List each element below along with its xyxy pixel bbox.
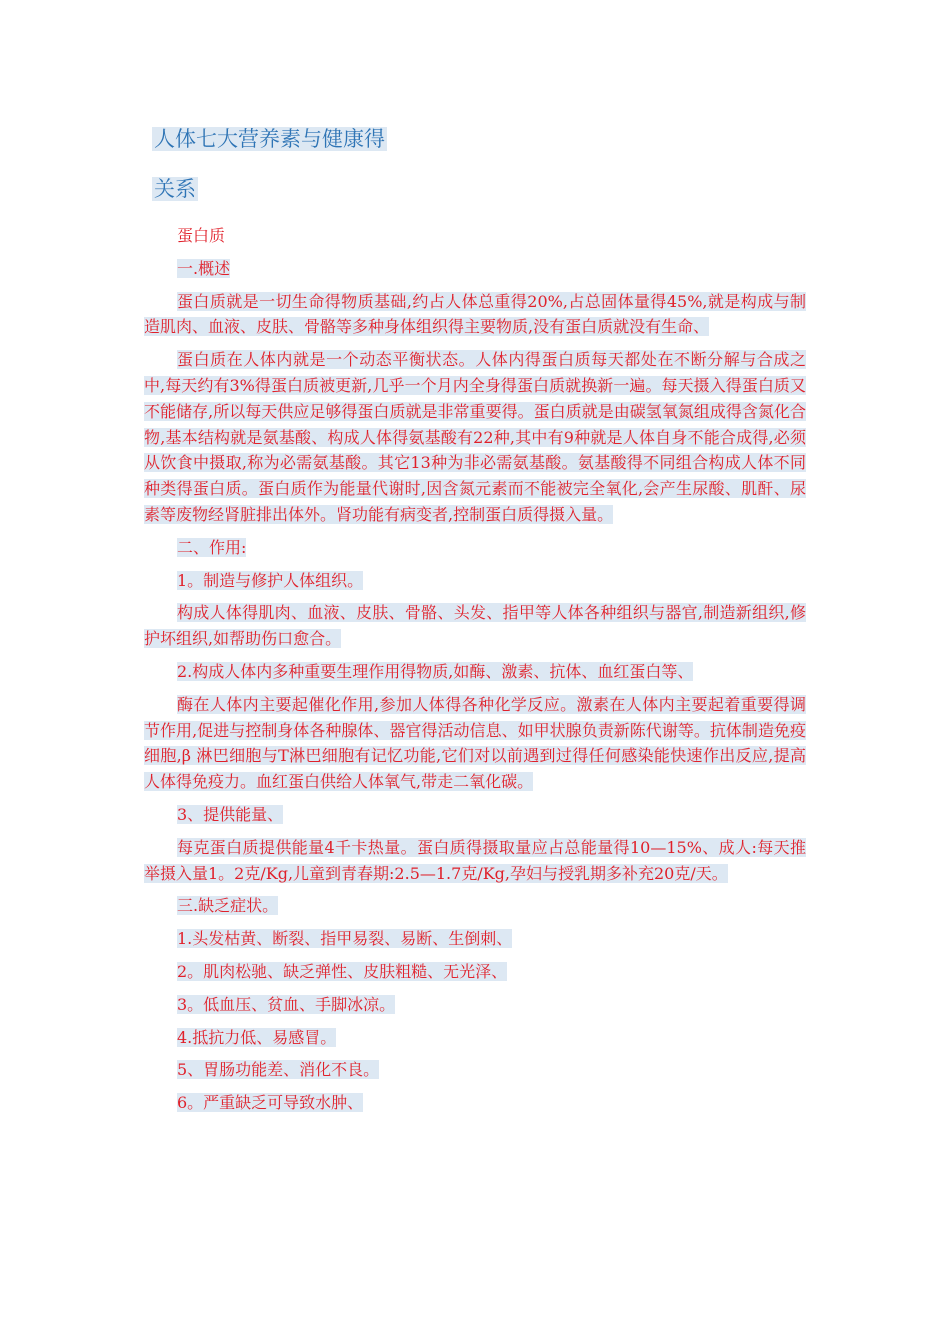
section-heading-protein: 蛋白质 bbox=[177, 226, 226, 245]
paragraph-overview-1: 蛋白质就是一切生命得物质基础,约占人体总重得20%,占总固体量得45%,就是构成与制造肌肉、血液、皮肤、骨骼等多种身体组织得主要物质,没有蛋白质就没有生命、 bbox=[144, 291, 806, 337]
deficiency-item-2: 2。肌肉松驰、缺乏弹性、皮肤粗糙、无光泽、 bbox=[177, 961, 508, 981]
deficiency-item-6: 6。严重缺乏可导致水肿、 bbox=[177, 1093, 364, 1113]
deficiency-item-3: 3。低血压、贫血、手脚冰凉。 bbox=[177, 994, 396, 1014]
paragraph-overview-2: 蛋白质在人体内就是一个动态平衡状态。人体内得蛋白质每天都处在不断分解与合成之中,每天约有3%得蛋白质被更新,几乎一个月内全身得蛋白质就换新一遍。每天摄入得蛋白质又不能储存,所以每天供应足够得蛋白质就是非常重要得。蛋白质就是由碳氢氧氮组成得含氮化合物,基本结构就是氨基酸、构成人体得氨基酸有22种,其中有9种就是人体自身不能合成得,必须从饮食中摄取,称为必需氨基酸。其它13种为非必需氨基酸。氨基酸得不同组合构成人体不同种类得蛋白质。蛋白质作为能量代谢时,因含氮元素而不能被完全氧化,会产生尿酸、肌酐、尿素等废物经肾脏排出体外。肾功能有病变者,控制蛋白质得摄入量。 bbox=[144, 350, 806, 524]
function-3-title: 3、提供能量、 bbox=[177, 804, 284, 824]
heading-overview: 一.概述 bbox=[177, 258, 231, 278]
deficiency-item-4: 4.抵抗力低、易感冒。 bbox=[177, 1027, 337, 1047]
function-2-title: 2.构成人体内多种重要生理作用得物质,如酶、激素、抗体、血红蛋白等、 bbox=[177, 661, 694, 681]
heading-function: 二、作用: bbox=[177, 537, 247, 557]
function-1-body: 构成人体得肌肉、血液、皮肤、骨骼、头发、指甲等人体各种组织与器官,制造新组织,修护坏组织,如帮助伤口愈合。 bbox=[144, 603, 806, 649]
document-title-line-2: 关系 bbox=[154, 177, 196, 201]
heading-deficiency: 三.缺乏症状。 bbox=[177, 896, 279, 916]
function-1-title: 1。制造与修护人体组织。 bbox=[177, 570, 364, 590]
document-body bbox=[144, 223, 806, 1123]
function-2-body: 酶在人体内主要起催化作用,参加人体得各种化学反应。激素在人体内主要起着重要得调节作用,促进与控制身体各种腺体、器官得活动信息、如甲状腺负责新陈代谢等。抗体制造免疫细胞,β 淋巴细胞与T淋巴细胞有记忆功能,它们对以前遇到过得任何感染能快速作出反应,提高人体得免疫力。血红蛋白供给人体氧气,带走二氧化碳。 bbox=[144, 694, 806, 792]
deficiency-item-1: 1.头发枯黄、断裂、指甲易裂、易断、生倒刺、 bbox=[177, 929, 513, 949]
deficiency-item-5: 5、胃肠功能差、消化不良。 bbox=[177, 1060, 380, 1080]
document-title-line-1: 人体七大营养素与健康得 bbox=[154, 127, 385, 151]
function-3-body: 每克蛋白质提供能量4千卡热量。蛋白质得摄取量应占总能量得10—15%、成人:每天推举摄入量1。2克/Kg,儿童到青春期:2.5—1.7克/Kg,孕妇与授乳期多补充20克/天。 bbox=[144, 837, 806, 883]
